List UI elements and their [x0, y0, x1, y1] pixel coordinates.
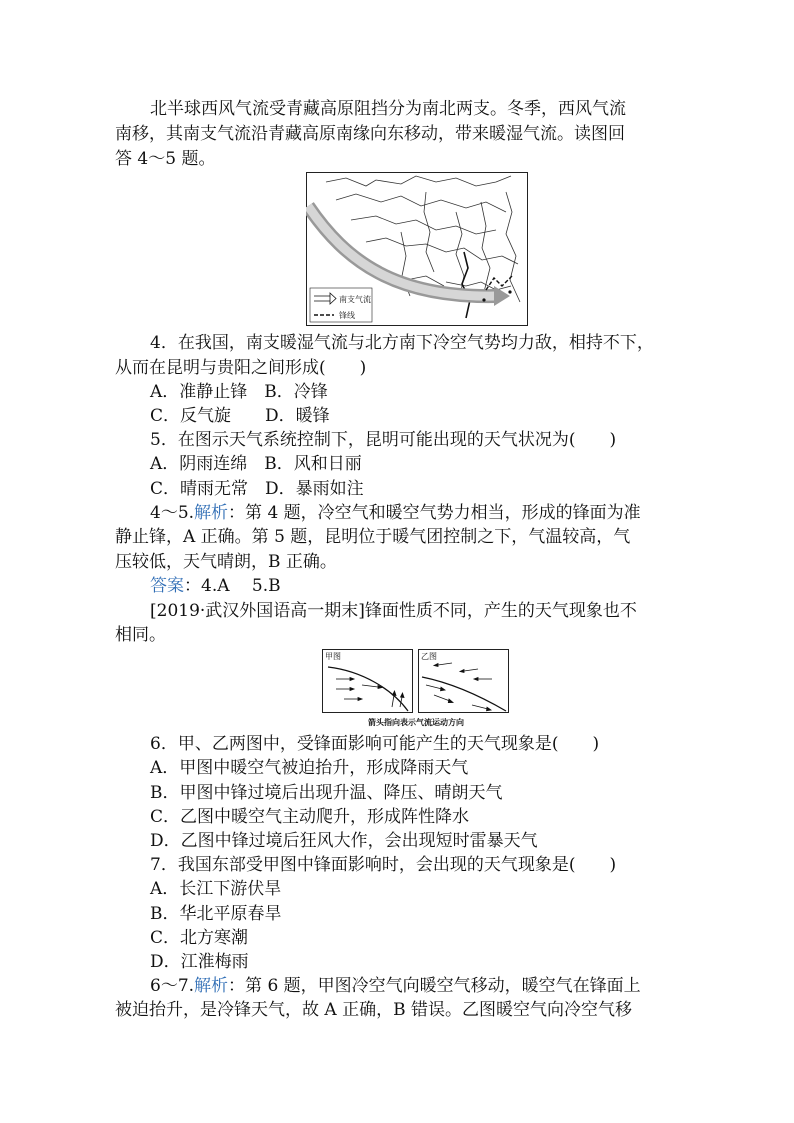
exp45-prefix: 4～5.	[150, 503, 195, 523]
q4-options-row-2: C．反气旋 D．暖锋	[150, 406, 330, 426]
kunming-dot	[508, 290, 511, 293]
q5-options-row-1: A．阴雨连绵 B．风和日丽	[150, 454, 362, 474]
exp45-label: 解析	[194, 503, 229, 523]
context67-line-1: [2019·武汉外国语高一期末]锋面性质不同，产生的天气现象也不	[150, 601, 637, 621]
ans45-label: 答案	[150, 576, 184, 596]
q4-stem-line-1: 4．在我国，南支暖湿气流与北方南下冷空气势均力敌，相持不下，	[150, 333, 654, 353]
exp45-line-2: 静止锋，A 正确。第 5 题，昆明位于暖气团控制之下，气温较高，气	[115, 527, 631, 547]
fronts-caption: 箭头指向表示气流运动方向	[368, 718, 464, 727]
intro-line-3: 答 4～5 题。	[115, 149, 216, 169]
q6-option-b: B．甲图中锋过境后出现升温、降压、晴朗天气	[150, 783, 503, 803]
context67-line-2: 相同。	[115, 625, 166, 645]
exp67-line-1	[150, 975, 641, 997]
exp67-text-1: ：第 6 题，甲图冷空气向暖空气移动，暖空气在锋面上	[228, 976, 641, 996]
exp67-prefix: 6～7.	[150, 976, 195, 996]
q7-option-c: C．北方寒潮	[150, 928, 249, 948]
q7-option-b: B．华北平原春旱	[150, 904, 282, 924]
monsoon-map-figure	[306, 172, 528, 326]
exp67-line-2: 被迫抬升，是冷锋天气，故 A 正确，B 错误。乙图暖空气向冷空气移	[115, 1000, 632, 1020]
q6-option-d: D．乙图中锋过境后狂风大作，会出现短时雷暴天气	[150, 831, 538, 851]
map-legend	[310, 288, 372, 322]
intro-line-1: 北半球西风气流受青藏高原阻挡分为南北两支。冬季，西风气流	[150, 99, 626, 119]
ans45-line	[150, 575, 281, 597]
exp45-line-3: 压较低，天气晴朗，B 正确。	[115, 552, 337, 572]
front-yi-panel	[419, 650, 509, 713]
q6-stem: 6．甲、乙两图中，受锋面影响可能产生的天气现象是( )	[150, 734, 600, 754]
ans45-value: ：4.A 5.B	[184, 576, 281, 596]
fronts-figure	[322, 649, 510, 729]
exp45-text-1: ：第 4 题，冷空气和暖空气势力相当，形成的锋面为准	[228, 503, 641, 523]
q5-options-row-2: C．晴雨无常 D．暴雨如注	[150, 479, 364, 499]
front-jia-title: 甲图	[325, 652, 341, 661]
q6-option-a: A．甲图中暖空气被迫抬升，形成降雨天气	[150, 758, 469, 778]
exp45-line-1	[150, 502, 641, 524]
q7-option-d: D．江淮梅雨	[150, 952, 249, 972]
front-jia-panel	[323, 650, 413, 713]
legend-flow-label: 南支气流	[339, 295, 371, 304]
q6-option-c: C．乙图中暖空气主动爬升，形成阵性降水	[150, 807, 470, 827]
exp67-label: 解析	[194, 976, 229, 996]
q4-stem-line-2: 从而在昆明与贵阳之间形成( )	[115, 358, 367, 378]
front-yi-title: 乙图	[421, 652, 437, 661]
city-dot	[482, 298, 485, 301]
intro-line-2: 南移，其南支气流沿青藏高原南缘向东移动，带来暖湿气流。读图回	[115, 124, 625, 144]
q4-options-row-1: A．准静止锋 B．冷锋	[150, 382, 328, 402]
legend-front-label: 锋线	[339, 311, 355, 320]
q7-stem: 7．我国东部受甲图中锋面影响时，会出现的天气现象是( )	[150, 855, 617, 875]
q7-option-a: A．长江下游伏旱	[150, 879, 282, 899]
q5-stem: 5．在图示天气系统控制下，昆明可能出现的天气状况为( )	[150, 430, 617, 450]
